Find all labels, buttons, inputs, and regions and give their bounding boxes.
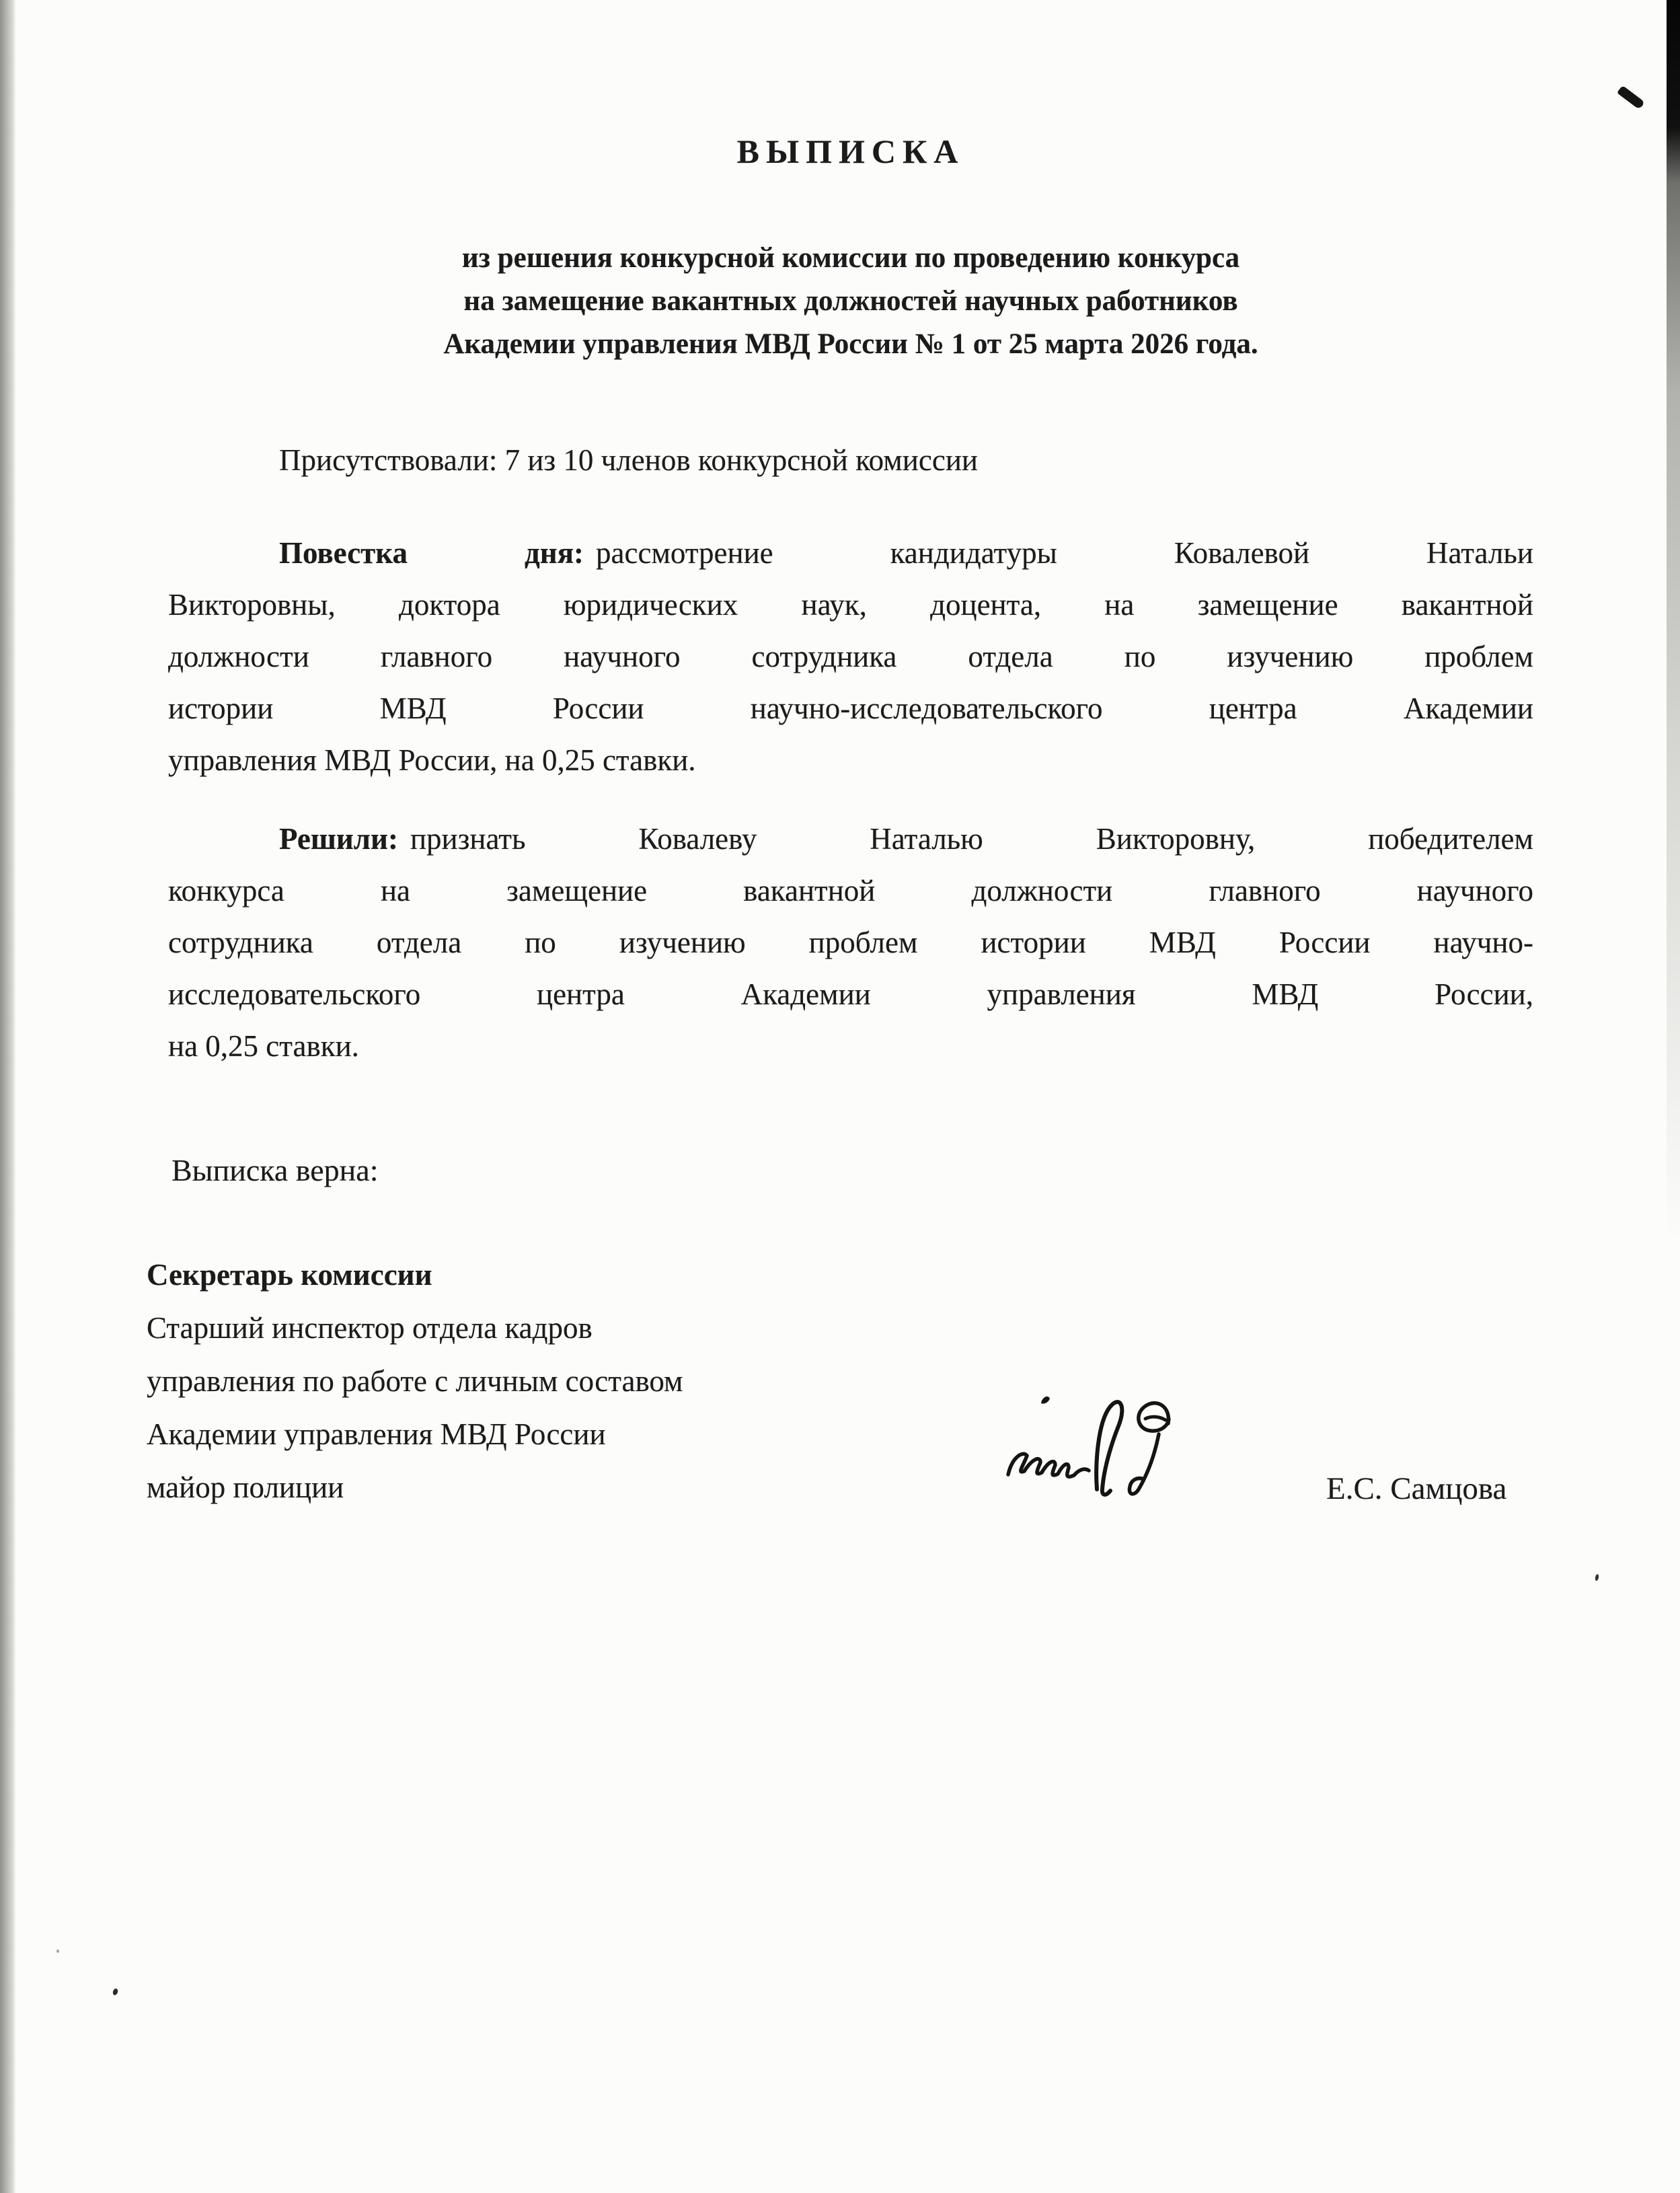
decision-paragraph <box>168 813 1533 1072</box>
scan-edge-right-shadow <box>1667 0 1680 1413</box>
scan-speck-icon <box>112 1988 119 1996</box>
agenda-label: Повестка дня: <box>279 536 584 570</box>
attendance-line: Присутствовали: 7 из 10 членов конкурсной комиссии <box>279 443 978 477</box>
paragraph-line: сотрудника отдела по изучению проблем истории МВД России научно- <box>168 926 1533 959</box>
signatory-role-line: Академии управления МВД России <box>147 1417 606 1451</box>
certification-line: Выписка верна: <box>171 1153 379 1187</box>
scan-edge-left-shadow <box>0 0 16 2193</box>
scan-speck-icon <box>56 1949 59 1953</box>
paragraph-line: на 0,25 ставки. <box>168 1029 359 1063</box>
paragraph-line: исследовательского центра Академии управления МВД России, <box>168 977 1533 1011</box>
paragraph-line: должности главного научного сотрудника отдела по изучению проблем <box>168 640 1533 673</box>
subtitle-line: на замещение вакантных должностей научных работников <box>463 285 1238 317</box>
signatory-role-line: майор полиции <box>147 1471 344 1504</box>
signatory-role-line: Старший инспектор отдела кадров <box>147 1311 593 1345</box>
scan-speck-icon <box>1595 1574 1599 1582</box>
subtitle-line: из решения конкурсной комиссии по проведению конкурса <box>461 242 1240 274</box>
paragraph-line: Викторовны, доктора юридических наук, доцента, на замещение вакантной <box>168 588 1533 622</box>
agenda-paragraph <box>168 527 1533 786</box>
paragraph-line: управления МВД России, на 0,25 ставки. <box>168 743 696 777</box>
signatory-role-line: управления по работе с личным составом <box>147 1364 683 1398</box>
paragraph-line <box>168 527 1533 579</box>
signatory-role-title: Секретарь комиссии <box>147 1258 432 1292</box>
paragraph-text: признать Ковалеву Наталью Викторовну, победителем <box>410 822 1533 856</box>
decision-label: Решили: <box>279 822 398 856</box>
paragraph-line <box>168 813 1533 865</box>
paragraph-text: рассмотрение кандидатуры Ковалевой Натальи <box>596 536 1533 570</box>
subtitle-line: Академии управления МВД России № 1 от 25 марта 2026 года. <box>443 328 1258 360</box>
pen-tick-icon <box>1617 85 1645 110</box>
paragraph-line: конкурса на замещение вакантной должности главного научного <box>168 874 1533 907</box>
signatory-block <box>147 1249 683 1514</box>
signer-name: Е.С. Самцова <box>1326 1471 1507 1506</box>
document-title: ВЫПИСКА <box>736 133 965 170</box>
document-subtitle <box>168 237 1533 366</box>
paragraph-line: истории МВД России научно-исследовательского центра Академии <box>168 692 1533 725</box>
handwritten-signature-icon <box>999 1387 1221 1508</box>
